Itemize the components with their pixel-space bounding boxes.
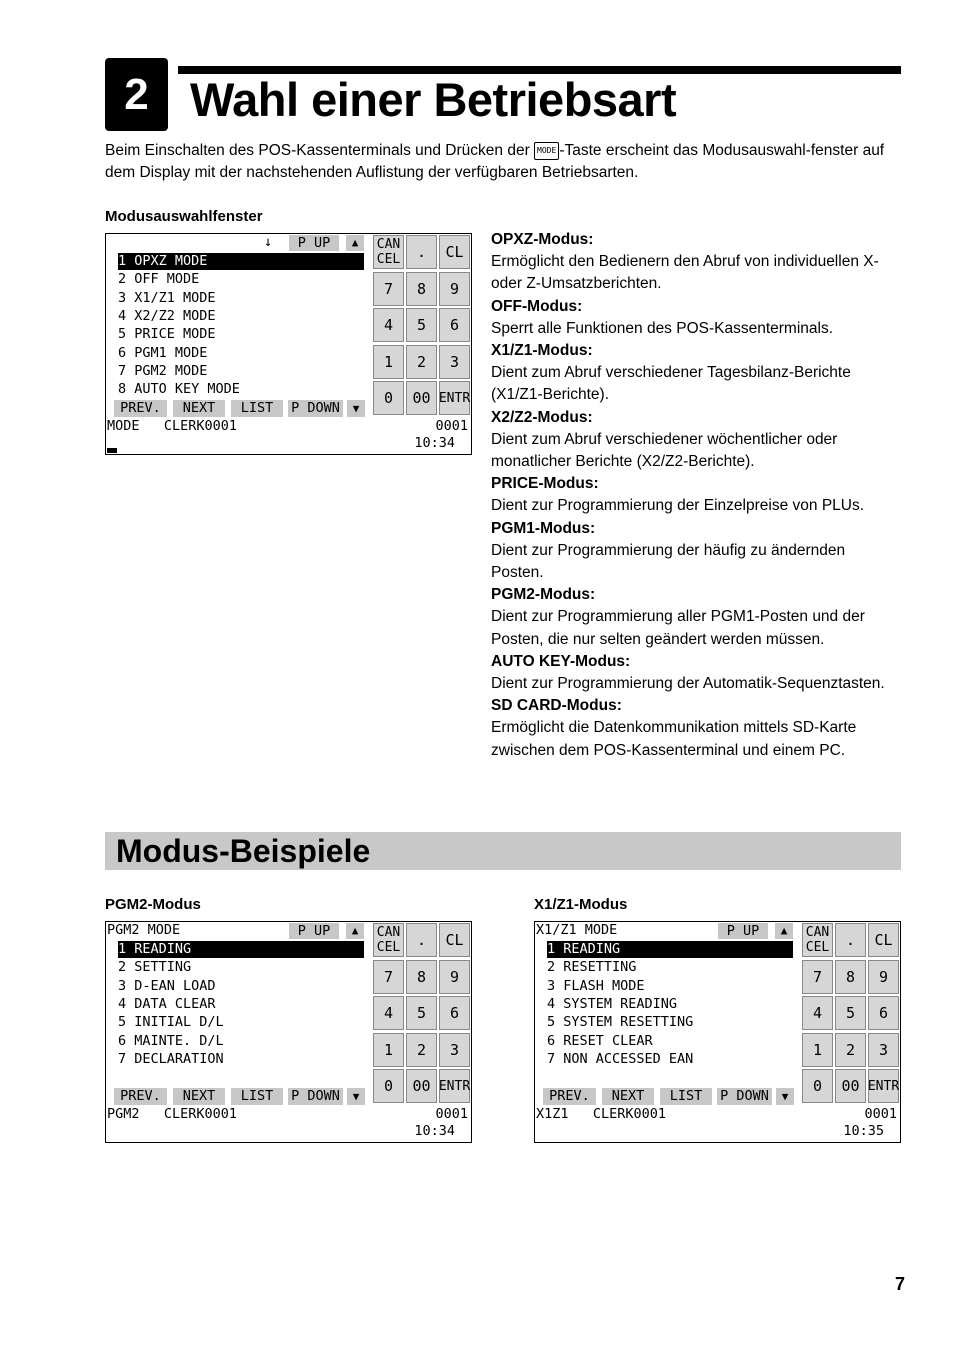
mode-selection-screen bbox=[105, 233, 472, 455]
key-4[interactable]: 4 bbox=[373, 996, 404, 1030]
mode-name: OPXZ-Modus: bbox=[491, 231, 594, 248]
clear-key[interactable]: CL bbox=[439, 235, 470, 269]
section-title: Modus-Beispiele bbox=[116, 833, 371, 869]
page-down-button[interactable]: P DOWN bbox=[717, 1088, 772, 1105]
prev-button[interactable]: PREV. bbox=[543, 1088, 596, 1105]
mode-name: PGM2-Modus: bbox=[491, 586, 596, 604]
mode-name: AUTO KEY-Modus: bbox=[491, 652, 631, 670]
mode-description: Dient zur Programmierung der Einzelpreise von PLUs. bbox=[491, 497, 865, 515]
page-title: Wahl einer Betriebsart bbox=[190, 73, 677, 126]
prev-button[interactable]: PREV. bbox=[114, 1088, 167, 1105]
next-button[interactable]: NEXT bbox=[602, 1088, 654, 1105]
list-button[interactable]: LIST bbox=[231, 400, 283, 417]
mode-description: Ermöglicht die Datenkommunikation mittels SD-Karte zwischen dem POS-Kassenterminal und einem PC. bbox=[491, 719, 857, 759]
page-number: 7 bbox=[895, 1274, 906, 1294]
menu-item[interactable]: 4 DATA CLEAR bbox=[118, 995, 216, 1012]
key-0[interactable]: 0 bbox=[373, 381, 404, 415]
enter-key[interactable]: ENTR bbox=[439, 1069, 470, 1103]
cancel-key[interactable] bbox=[373, 923, 404, 957]
prev-button[interactable]: PREV. bbox=[114, 400, 167, 417]
cancel-key[interactable] bbox=[373, 235, 404, 269]
decimal-key[interactable]: . bbox=[406, 235, 437, 269]
scroll-up-icon[interactable]: ▲ bbox=[346, 235, 364, 251]
mode-name: SD CARD-Modus: bbox=[491, 697, 622, 715]
mode-name: PGM1-Modus: bbox=[491, 519, 596, 537]
key-9[interactable]: 9 bbox=[439, 272, 470, 306]
status-left: MODE CLERK0001 bbox=[107, 418, 238, 434]
pgm2-screen bbox=[105, 921, 472, 1143]
enter-key[interactable]: ENTR bbox=[439, 381, 470, 415]
scroll-down-icon[interactable]: ▼ bbox=[347, 400, 365, 417]
key-1[interactable]: 1 bbox=[373, 1033, 404, 1067]
menu-item[interactable]: 6 PGM1 MODE bbox=[118, 344, 208, 361]
enter-key[interactable]: ENTR bbox=[868, 1069, 899, 1103]
menu-item[interactable]: 3 D-EAN LOAD bbox=[118, 977, 216, 994]
key-2[interactable]: 2 bbox=[835, 1033, 866, 1067]
intro-text-end: -Taste erscheint das Modusauswahl-fenster auf dem Display mit der nachstehenden Auflistung der verfügbaren Betriebsarten. bbox=[105, 142, 885, 181]
down-arrow-icon: ↓ bbox=[264, 234, 273, 250]
key-3[interactable]: 3 bbox=[439, 1033, 470, 1067]
key-00[interactable]: 00 bbox=[835, 1069, 866, 1103]
list-button[interactable]: LIST bbox=[660, 1088, 712, 1105]
status-time: 10:34 bbox=[414, 1123, 455, 1139]
menu-item[interactable]: 1 READING bbox=[547, 941, 793, 958]
key-8[interactable]: 8 bbox=[406, 272, 437, 306]
mode-description: Dient zum Abruf verschiedener wöchentlicher oder monatlicher Berichte (X2/Z2-Berichte). bbox=[491, 430, 838, 471]
key-3[interactable]: 3 bbox=[868, 1033, 899, 1067]
decimal-key[interactable]: . bbox=[835, 923, 866, 957]
scroll-down-icon[interactable]: ▼ bbox=[776, 1088, 794, 1105]
menu-item[interactable]: 6 RESET CLEAR bbox=[547, 1032, 653, 1049]
menu-item[interactable]: 7 DECLARATION bbox=[118, 1050, 224, 1067]
x1z1-caption: X1/Z1-Modus bbox=[534, 896, 628, 913]
menu-item[interactable]: 5 INITIAL D/L bbox=[118, 1014, 224, 1031]
menu-item[interactable]: 4 X2/Z2 MODE bbox=[118, 307, 216, 324]
mode-name: X1/Z1-Modus: bbox=[491, 342, 593, 360]
menu-item[interactable]: 1 READING bbox=[118, 941, 364, 958]
mode-descriptions bbox=[491, 229, 901, 762]
next-button[interactable]: NEXT bbox=[173, 1088, 225, 1105]
page-down-button[interactable]: P DOWN bbox=[288, 1088, 343, 1105]
page-up-button[interactable]: P UP bbox=[289, 923, 339, 939]
key-0[interactable]: 0 bbox=[373, 1069, 404, 1103]
key-00[interactable]: 00 bbox=[406, 381, 437, 415]
scroll-up-icon[interactable]: ▲ bbox=[346, 923, 364, 939]
cancel-key-line1: CAN bbox=[376, 925, 401, 940]
key-8[interactable]: 8 bbox=[835, 960, 866, 994]
scroll-down-icon[interactable]: ▼ bbox=[347, 1088, 365, 1105]
mode-window-caption: Modusauswahlfenster bbox=[105, 208, 263, 225]
key-5[interactable]: 5 bbox=[406, 996, 437, 1030]
menu-item[interactable]: 6 MAINTE. D/L bbox=[118, 1032, 224, 1049]
scroll-up-icon[interactable]: ▲ bbox=[775, 923, 793, 939]
key-4[interactable]: 4 bbox=[373, 308, 404, 342]
cancel-key-line2: CEL bbox=[805, 940, 830, 955]
key-1[interactable]: 1 bbox=[373, 345, 404, 379]
key-9[interactable]: 9 bbox=[439, 960, 470, 994]
key-6[interactable]: 6 bbox=[868, 996, 899, 1030]
cancel-key-line1: CAN bbox=[805, 925, 830, 940]
menu-item[interactable]: 2 OFF MODE bbox=[118, 271, 200, 288]
cursor-marker bbox=[107, 448, 117, 453]
chapter-number-badge: 2 bbox=[105, 58, 168, 131]
next-button[interactable]: NEXT bbox=[173, 400, 225, 417]
key-6[interactable]: 6 bbox=[439, 996, 470, 1030]
key-6[interactable]: 6 bbox=[439, 308, 470, 342]
status-left: PGM2 CLERK0001 bbox=[107, 1106, 238, 1122]
mode-name: X2/Z2-Modus: bbox=[491, 408, 593, 426]
mode-description: Dient zur Programmierung der häufig zu ändernden Posten. bbox=[491, 541, 846, 582]
key-00[interactable]: 00 bbox=[406, 1069, 437, 1103]
menu-item[interactable]: 4 SYSTEM READING bbox=[547, 995, 678, 1012]
screen-title: X1/Z1 MODE bbox=[536, 922, 618, 938]
key-5[interactable]: 5 bbox=[406, 308, 437, 342]
x1z1-screen bbox=[534, 921, 901, 1143]
clear-key[interactable]: CL bbox=[439, 923, 470, 957]
page-down-button[interactable]: P DOWN bbox=[288, 400, 343, 417]
list-button[interactable]: LIST bbox=[231, 1088, 283, 1105]
key-7[interactable]: 7 bbox=[802, 960, 833, 994]
key-1[interactable]: 1 bbox=[802, 1033, 833, 1067]
key-9[interactable]: 9 bbox=[868, 960, 899, 994]
mode-description: Dient zur Programmierung der Automatik-Sequenztasten. bbox=[491, 675, 885, 693]
mode-description: Ermöglicht den Bedienern den Abruf von individuellen X- oder Z-Umsatzberichten. bbox=[491, 253, 879, 293]
key-7[interactable]: 7 bbox=[373, 960, 404, 994]
status-right: 0001 bbox=[435, 1106, 468, 1122]
key-3[interactable]: 3 bbox=[439, 345, 470, 379]
mode-description: Sperrt alle Funktionen des POS-Kassenterminals. bbox=[491, 319, 834, 337]
key-4[interactable]: 4 bbox=[802, 996, 833, 1030]
menu-item[interactable]: 2 SETTING bbox=[118, 959, 192, 976]
key-2[interactable]: 2 bbox=[406, 345, 437, 379]
menu-item[interactable]: 2 RESETTING bbox=[547, 959, 637, 976]
menu-item[interactable]: 1 OPXZ MODE bbox=[118, 253, 364, 270]
status-right: 0001 bbox=[864, 1106, 897, 1122]
menu-item[interactable]: 7 NON ACCESSED EAN bbox=[547, 1050, 694, 1067]
mode-key-icon: MODE bbox=[534, 142, 559, 160]
intro-paragraph bbox=[105, 140, 905, 184]
cancel-key-line2: CEL bbox=[376, 940, 401, 955]
status-right: 0001 bbox=[435, 418, 468, 434]
key-8[interactable]: 8 bbox=[406, 960, 437, 994]
status-left: X1Z1 CLERK0001 bbox=[536, 1106, 667, 1122]
pgm2-caption: PGM2-Modus bbox=[105, 896, 201, 913]
key-7[interactable]: 7 bbox=[373, 272, 404, 306]
key-5[interactable]: 5 bbox=[835, 996, 866, 1030]
screen-title: PGM2 MODE bbox=[107, 922, 181, 938]
status-time: 10:35 bbox=[843, 1123, 884, 1139]
cancel-key-line2: CEL bbox=[376, 252, 401, 267]
mode-name: OFF-Modus: bbox=[491, 297, 583, 315]
menu-item[interactable]: 3 X1/Z1 MODE bbox=[118, 289, 216, 306]
key-0[interactable]: 0 bbox=[802, 1069, 833, 1103]
page-up-button[interactable]: P UP bbox=[718, 923, 768, 939]
intro-text-start: Beim Einschalten des POS-Kassenterminals und Drücken der bbox=[105, 142, 535, 159]
menu-item[interactable]: 8 AUTO KEY MODE bbox=[118, 381, 240, 398]
cancel-key[interactable] bbox=[802, 923, 833, 957]
mode-description: Dient zum Abruf verschiedener Tagesbilanz-Berichte (X1/Z1-Berichte). bbox=[491, 364, 851, 404]
menu-item[interactable]: 5 SYSTEM RESETTING bbox=[547, 1014, 694, 1031]
page-up-button[interactable]: P UP bbox=[289, 235, 339, 251]
key-2[interactable]: 2 bbox=[406, 1033, 437, 1067]
clear-key[interactable]: CL bbox=[868, 923, 899, 957]
menu-item[interactable]: 7 PGM2 MODE bbox=[118, 362, 208, 379]
mode-description: Dient zur Programmierung aller PGM1-Posten und der Posten, die nur selten geändert werden müssen. bbox=[491, 608, 865, 648]
status-time: 10:34 bbox=[414, 435, 455, 451]
menu-item[interactable]: 3 FLASH MODE bbox=[547, 977, 645, 994]
mode-name: PRICE-Modus: bbox=[491, 475, 599, 493]
cancel-key-line1: CAN bbox=[376, 237, 401, 252]
menu-item[interactable]: 5 PRICE MODE bbox=[118, 326, 216, 343]
decimal-key[interactable]: . bbox=[406, 923, 437, 957]
